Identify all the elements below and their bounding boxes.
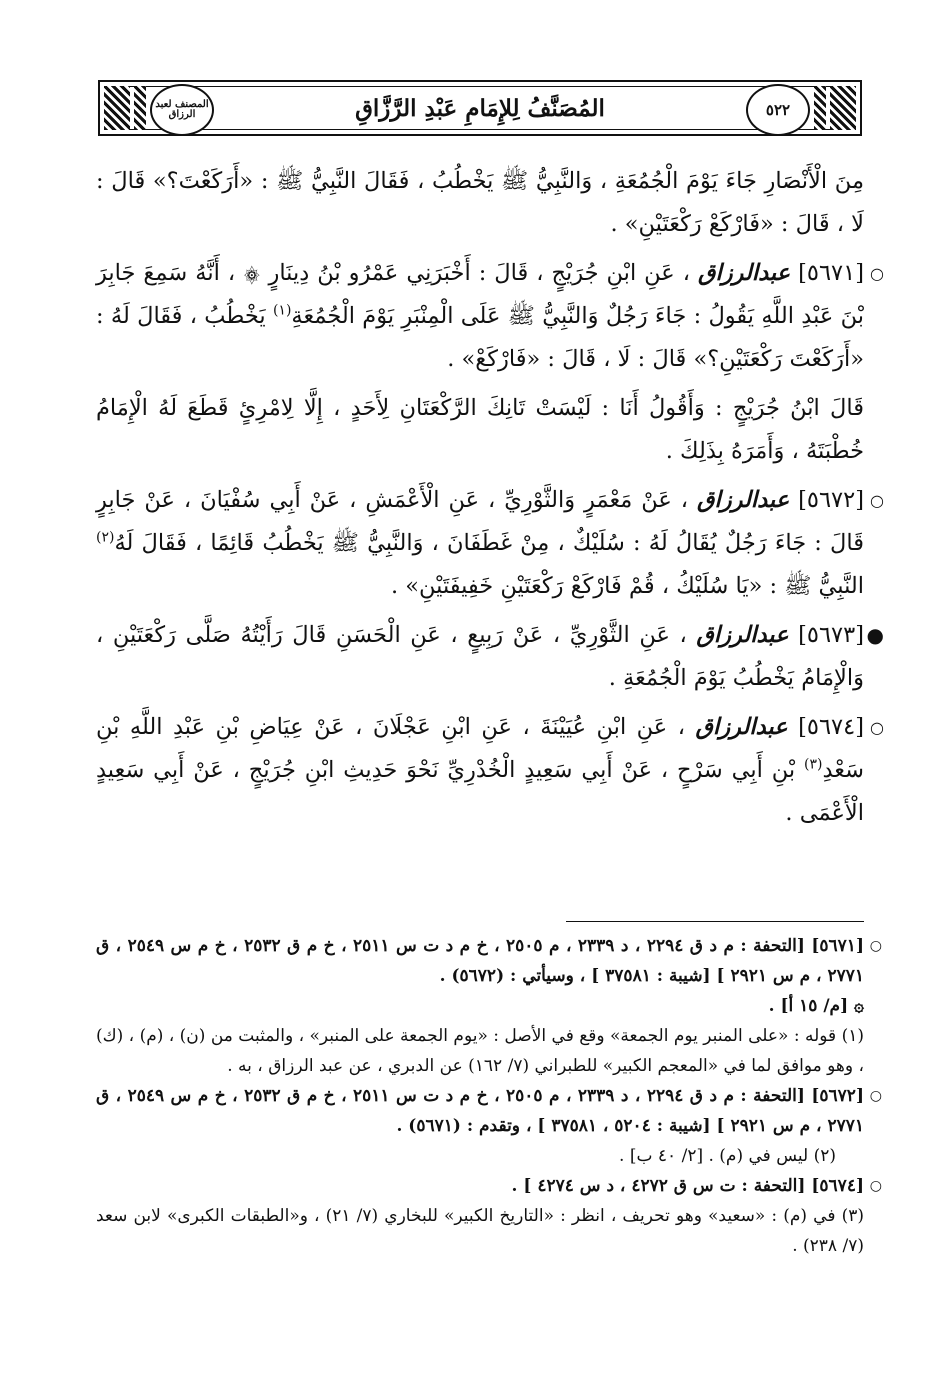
hadith-number: [٥٦٧١] — [798, 260, 865, 286]
hadith-marker-icon: ● — [866, 623, 884, 647]
page-number: ٥٢٢ — [746, 84, 810, 136]
note-marker-icon: ○ — [869, 1178, 882, 1194]
hadith-number: [٥٦٧٣] — [798, 622, 864, 648]
footnote-1: (١) قوله : «على المنبر يوم الجمعة» وقع في الأصل : «يوم الجمعة على المنبر» ، والمثبت من (ن) ، (م) ، (ك) ، وهو موافق لما في «المعجم الكبير» للطبراني (٧/ ١٦٢) عن الدبري ، عن عبد الرزاق ، به . — [96, 1026, 864, 1076]
main-text — [96, 160, 884, 841]
hadith-text: ، عَنِ ابْنِ جُرَيْجٍ ، قَالَ : أَخْبَرَنِي عَمْرُو بْنُ دِينَارٍ ۞ ، أَنَّهُ سَمِعَ جَابِرَ بْنَ عَبْدِ اللَّهِ يَقُولُ : جَاءَ رَجُلٌ وَالنَّبِيُّ ﷺ عَلَى الْمِنْبَرِ يَوْمَ الْجُمُعَةِ — [96, 260, 865, 329]
hadith-marker-icon: ○ — [870, 491, 884, 510]
commentary-paragraph: قَالَ ابْنُ جُرَيْجٍ : وَأَقُولُ أَنَا : لَيْسَتْ تَانِكَ الرَّكْعَتَانِ لِأَحَدٍ ، إِلَّا لِامْرِئٍ قَطَعَ لَهُ الْإِمَامُ خُطْبَتَهُ ، وَأَمَرَهُ بِذَلِكَ . — [96, 395, 864, 464]
hadith-text: بْنِ أَبِي سَرْحٍ ، عَنْ أَبِي سَعِيدٍ الْخُدْرِيِّ نَحْوَ حَدِيثِ ابْنِ جُرَيْجٍ ، عَنْ أَبِي سَعِيدٍ الْأَعْمَى . — [96, 757, 864, 826]
footnote-2: (٢) ليس في (م) . [٢/ ٤٠ ب] . — [619, 1146, 836, 1166]
hadith-5674 — [96, 706, 884, 835]
takhrij-text: [٥٦٧١] [التحفة : م د ق ٢٢٩٤ ، د ٢٣٣٩ ، م ٢٥٠٥ ، خ م د ت س ٢٥١١ ، خ م ق ٢٥٣٢ ، خ م س ٢٥٤٩ ، ق ٢٧٧١ ، م س ٢٩٢١ ] [شيبة : ٣٧٥٨١ ] ، وسيأتي : (٥٦٧٢) . — [96, 936, 864, 986]
footnote-ref[interactable]: (٢) — [96, 529, 115, 546]
takhrij-text: [٥٦٧٤] [التحفة : ت س ق ٤٢٧٢ ، د س ٤٢٧٤ ] . — [511, 1176, 864, 1196]
ornament-icon — [814, 86, 826, 130]
hadith-author: عبدالرزاق — [697, 260, 791, 286]
ornament-icon — [104, 86, 130, 130]
hadith-marker-icon: ○ — [870, 264, 884, 283]
takhrij-note-5671 — [96, 931, 882, 991]
takhrij-text: [٥٦٧٢] [التحفة : م د ق ٢٢٩٤ ، د ٢٣٣٩ ، م ٢٥٠٥ ، خ م د ت س ٢٥١١ ، خ م ق ٢٥٣٢ ، خ م س ٢٥٤٩ ، ق ٢٧٧١ ، م س ٢٩٢١ ] [شيبة : ٥٢٠٤ ، ٣٧٥٨١ ] ، وتقدم : (٥٦٧١) . — [96, 1086, 864, 1136]
running-title: المُصَنَّفُ لِلإِمَامِ عَبْدِ الرَّزَّاقِ — [355, 94, 605, 122]
hadith-text: ، عَنِ الثَّوْرِيِّ ، عَنْ رَبِيعٍ ، عَنِ الْحَسَنِ قَالَ رَأَيْتُهُ صَلَّى رَكْعَتَيْنِ ، وَالْإِمَامُ يَخْطُبُ يَوْمَ الْجُمُعَةِ . — [96, 622, 864, 691]
hadith-text: ، عَنِ ابْنِ عُيَيْنَةَ ، عَنِ ابْنِ عَجْلَانَ ، عَنْ عِيَاضِ بْنِ عَبْدِ اللَّهِ بْنِ سَعْدِ — [96, 714, 864, 783]
book-seal-logo: المصنف لعبد الرزاق — [150, 84, 214, 136]
note-marker-icon: ○ — [869, 1088, 882, 1104]
hadith-text: ، عَنْ مَعْمَرٍ وَالثَّوْرِيِّ ، عَنِ الْأَعْمَشِ ، عَنْ أَبِي سُفْيَانَ ، عَنْ جَابِرٍ قَالَ : جَاءَ رَجُلٌ يُقَالُ لَهُ : سُلَيْكٌ ، مِنْ غَطَفَانَ ، وَالنَّبِيُّ ﷺ يَخْطُبُ قَائِمًا ، فَقَالَ لَهُ — [96, 487, 864, 556]
manuscript-note: ۞ [م/ ١٥ أ] . — [768, 996, 864, 1016]
hadith-5672 — [96, 479, 884, 608]
hadith-number: [٥٦٧٤] — [798, 714, 865, 740]
hadith-author: عبدالرزاق — [697, 487, 790, 513]
footnote-ref[interactable]: (١) — [272, 302, 292, 319]
footnote-ref[interactable]: (٣) — [804, 756, 823, 773]
hadith-marker-icon: ○ — [870, 718, 884, 737]
hadith-5671 — [96, 252, 884, 381]
hadith-author: عبدالرزاق — [695, 714, 788, 740]
hadith-author: عبدالرزاق — [696, 622, 789, 648]
hadith-5673 — [96, 614, 884, 700]
note-marker-icon: ○ — [869, 938, 882, 954]
page-header — [98, 80, 862, 136]
hadith-text: يَخْطُبُ ، فَقَالَ لَهُ : «أَرَكَعْتَ رَكْعَتَيْنِ؟» قَالَ : لَا ، قَالَ : «فَارْكَعْ» . — [96, 303, 864, 372]
ornament-icon — [134, 86, 146, 130]
footnote-divider — [566, 921, 864, 922]
footnote-3: (٣) في (م) : «سعيد» وهو تحريف ، انظر : «التاريخ الكبير» للبخاري (٧/ ٢١) ، و«الطبقات الكبرى» لابن سعد (٧/ ٢٣٨) . — [96, 1206, 864, 1256]
takhrij-note-5674 — [96, 1171, 882, 1201]
paragraph-continuation: مِنَ الْأَنْصَارِ جَاءَ يَوْمَ الْجُمُعَةِ ، وَالنَّبِيُّ ﷺ يَخْطُبُ ، فَقَالَ النَّبِيُّ ﷺ : «أَرَكَعْتَ؟» قَالَ : لَا ، قَالَ : «فَارْكَعْ رَكْعَتَيْنِ» . — [96, 168, 864, 237]
takhrij-note-5672 — [96, 1081, 882, 1141]
hadith-text: النَّبِيُّ ﷺ : «يَا سُلَيْكُ ، قُمْ فَارْكَعْ رَكْعَتَيْنِ خَفِيفَتَيْنِ» . — [390, 573, 864, 599]
ornament-icon — [830, 86, 856, 130]
footnotes — [96, 931, 882, 1261]
hadith-number: [٥٦٧٢] — [798, 487, 864, 513]
